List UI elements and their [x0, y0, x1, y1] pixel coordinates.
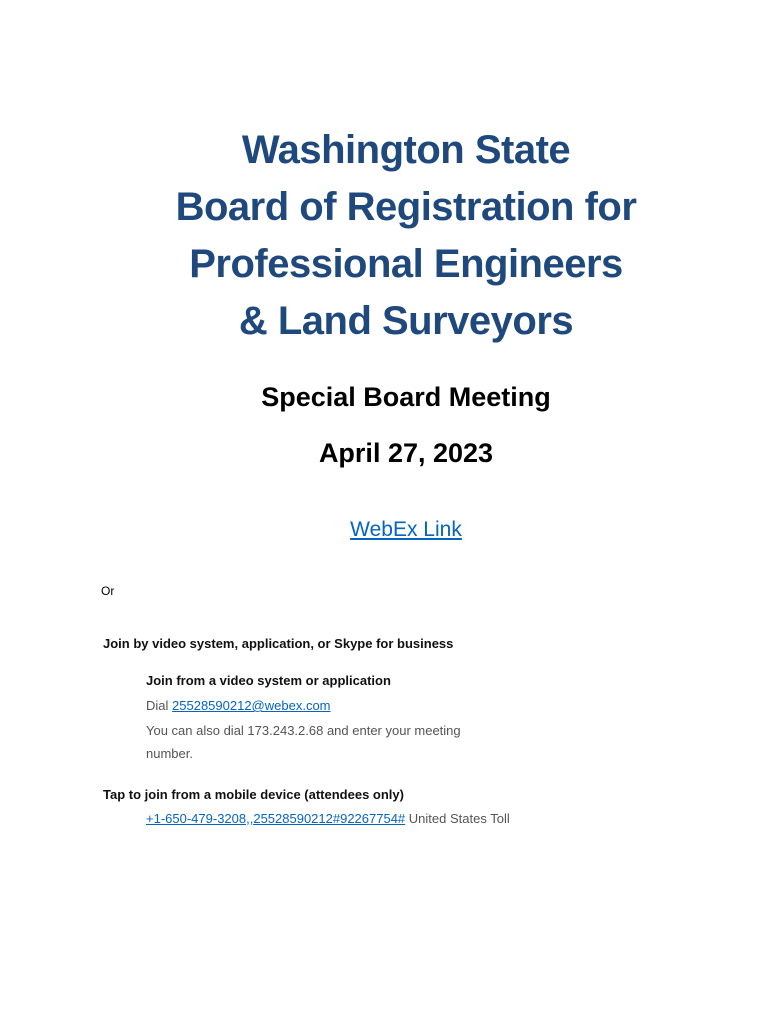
mobile-number-link[interactable]: +1-650-479-3208,,25528590212#92267754#: [146, 811, 406, 826]
or-text: Or: [101, 584, 115, 598]
mobile-label: United States Toll: [408, 811, 510, 826]
board-title: [0, 122, 770, 350]
also-dial-text: You can also dial 173.243.2.68 and enter your meeting: [146, 723, 461, 738]
meeting-type: Special Board Meeting: [261, 382, 551, 412]
dial-label: Dial: [146, 698, 169, 713]
meeting-date: April 27, 2023: [318, 438, 494, 468]
video-subheading: Join from a video system or application: [146, 673, 391, 688]
title-line: Board of Registration for: [175, 185, 637, 229]
title-line: Professional Engineers: [189, 242, 623, 286]
mobile-heading: Tap to join from a mobile device (attendees only): [103, 787, 404, 802]
title-line: Washington State: [241, 128, 571, 172]
also-dial-text-2: number.: [146, 746, 193, 761]
title-line: & Land Surveyors: [238, 299, 574, 343]
video-heading: Join by video system, application, or Skype for business: [103, 636, 454, 651]
dial-address-link[interactable]: 25528590212@webex.com: [172, 698, 331, 713]
webex-link[interactable]: WebEx Link: [350, 518, 462, 541]
